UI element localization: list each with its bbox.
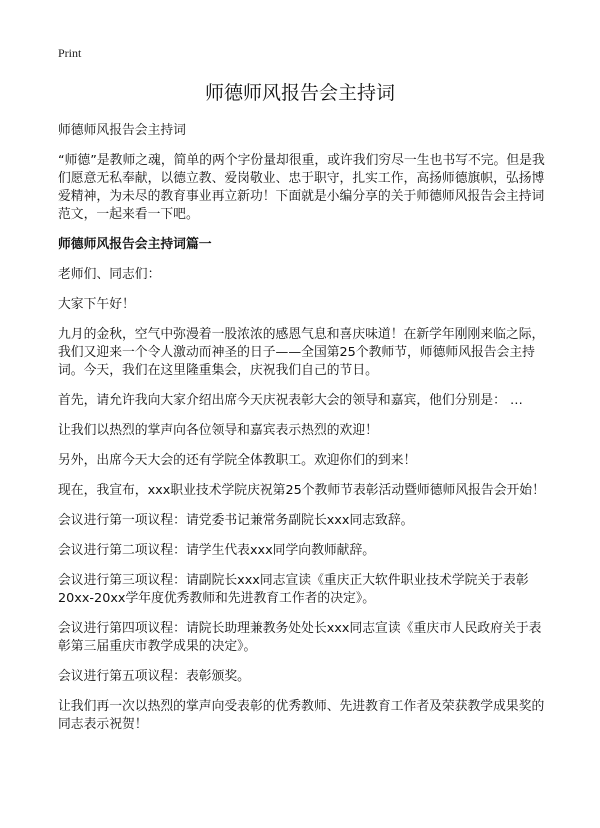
paragraph: 九月的金秋，空气中弥漫着一股浓浓的感恩气息和喜庆味道！在新学年刚刚来临之际，我们又迎来一个令人激动而神圣的日子——全国第25个教师节，师德师风报告会主持词。今天，我们在这里隆重集会，庆祝我们自己的节日。 — [58, 327, 545, 378]
paragraph: 会议进行第二项议程：请学生代表xxx同学向教师献辞。 — [58, 543, 376, 558]
paragraph: 首先，请允许我向大家介绍出席今天庆祝表彰大会的领导和嘉宾，他们分别是： … — [58, 393, 523, 408]
print-link[interactable]: Print — [58, 46, 82, 60]
paragraph: 会议进行第四项议程：请院长助理兼教务处处长xxx同志宣读《重庆市人民政府关于表彰第三届重庆市教学成果的决定》。 — [58, 621, 542, 654]
document-subtitle: 师德师风报告会主持词 — [58, 123, 186, 138]
paragraph: 老师们、同志们： — [58, 267, 161, 282]
section-heading: 师德师风报告会主持词篇一 — [58, 237, 212, 252]
document-body — [58, 122, 553, 746]
page-title: 师德师风报告会主持词 — [204, 82, 395, 104]
intro-paragraph: “师德”是教师之魂，简单的两个字份量却很重，或许我们穷尽一生也书写不完。但是我们愿意无私奉献，以德立教、爱岗敬业、忠于职守，扎实工作，高扬师德旗帜，弘扬博爱精神，为未尽的教育事业再立新功！下面就是小编分享的关于师德师风报告会主持词范文，一起来看一下吧。 — [58, 153, 545, 222]
paragraph: 会议进行第三项议程：请副院长xxx同志宣读《重庆正大软件职业技术学院关于表彰20xx-20xx学年度优秀教师和先进教育工作者的决定》。 — [58, 573, 529, 606]
paragraph: 会议进行第一项议程：请党委书记兼常务副院长xxx同志致辞。 — [58, 513, 414, 528]
paragraph: 现在，我宣布，xxx职业技术学院庆祝第25个教师节表彰活动暨师德师风报告会开始！ — [58, 483, 545, 498]
paragraph: 让我们以热烈的掌声向各位领导和嘉宾表示热烈的欢迎！ — [58, 423, 378, 438]
paragraph: 另外，出席今天大会的还有学院全体教职工。欢迎你们的到来！ — [58, 453, 417, 468]
paragraph: 会议进行第五项议程：表彰颁奖。 — [58, 669, 250, 684]
paragraph: 让我们再一次以热烈的掌声向受表彰的优秀教师、先进教育工作者及荣获教学成果奖的同志表示祝贺！ — [58, 699, 545, 732]
paragraph: 大家下午好！ — [58, 297, 135, 312]
